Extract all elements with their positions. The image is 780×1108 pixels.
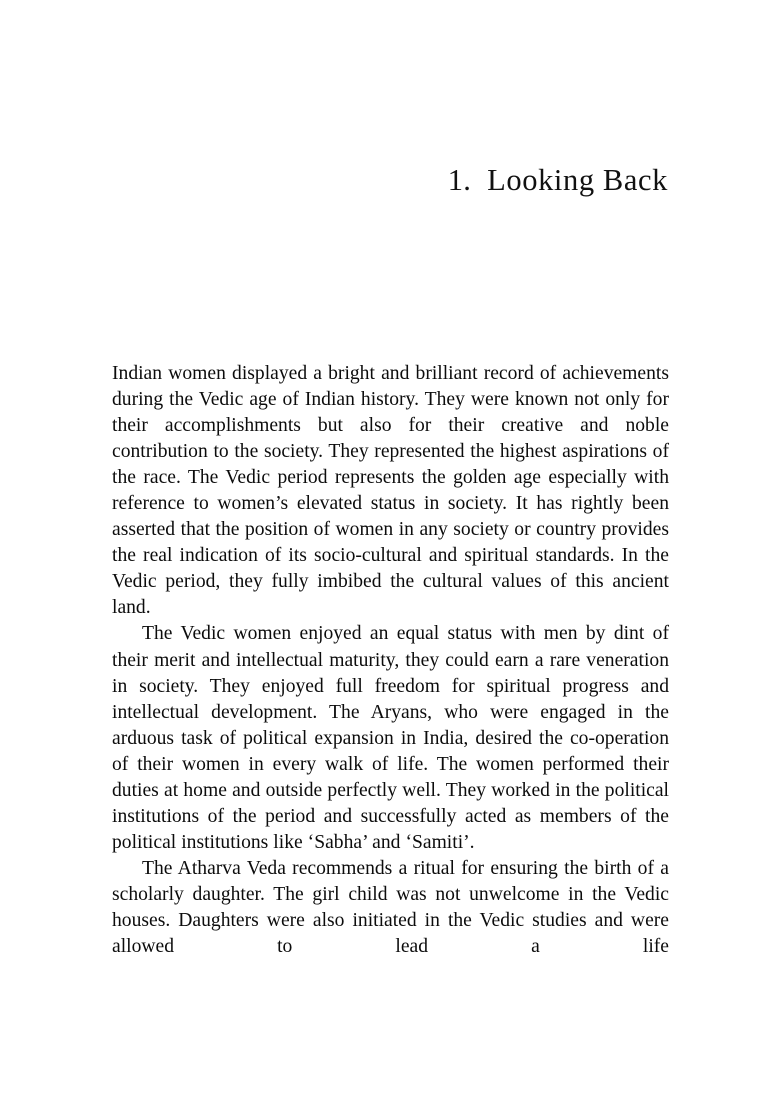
body-paragraph: The Atharva Veda recommends a ritual for ensuring the birth of a scholarly daughter. The girl child was not unwelcome in the Vedic houses. Daughters were also initiated in the Vedic studies and were allowed to lead a life (112, 857, 669, 958)
body-paragraph: The Vedic women enjoyed an equal status with men by dint of their merit and intellectual maturity, they could earn a rare veneration in society. They enjoyed full freedom for spiritual progress and intellectual development. The Aryans, who were engaged in the arduous task of political expansion in India, desired the co-operation of their women in every walk of life. The women performed their duties at home and outside perfectly well. They worked in the political institutions of the period and successfully acted as members of the political institutions like ‘Sabha’ and ‘Samiti’. (112, 623, 669, 853)
chapter-title: Looking Back (487, 163, 668, 198)
chapter-heading (112, 120, 668, 240)
chapter-heading-gap (471, 163, 487, 197)
chapter-number: 1. (447, 163, 472, 198)
body-text-block (112, 361, 669, 960)
body-paragraph: Indian women displayed a bright and brilliant record of achievements during the Vedic age of Indian history. They were known not only for their accomplishments but also for their creative and noble contribution to the society. They represented the highest aspirations of the race. The Vedic period represents the golden age especially with reference to women’s elevated status in society. It has rightly been asserted that the position of women in any society or country provides the real indication of its socio-cultural and spiritual standards. In the Vedic period, they fully imbibed the cultural values of this ancient land. (112, 363, 669, 619)
